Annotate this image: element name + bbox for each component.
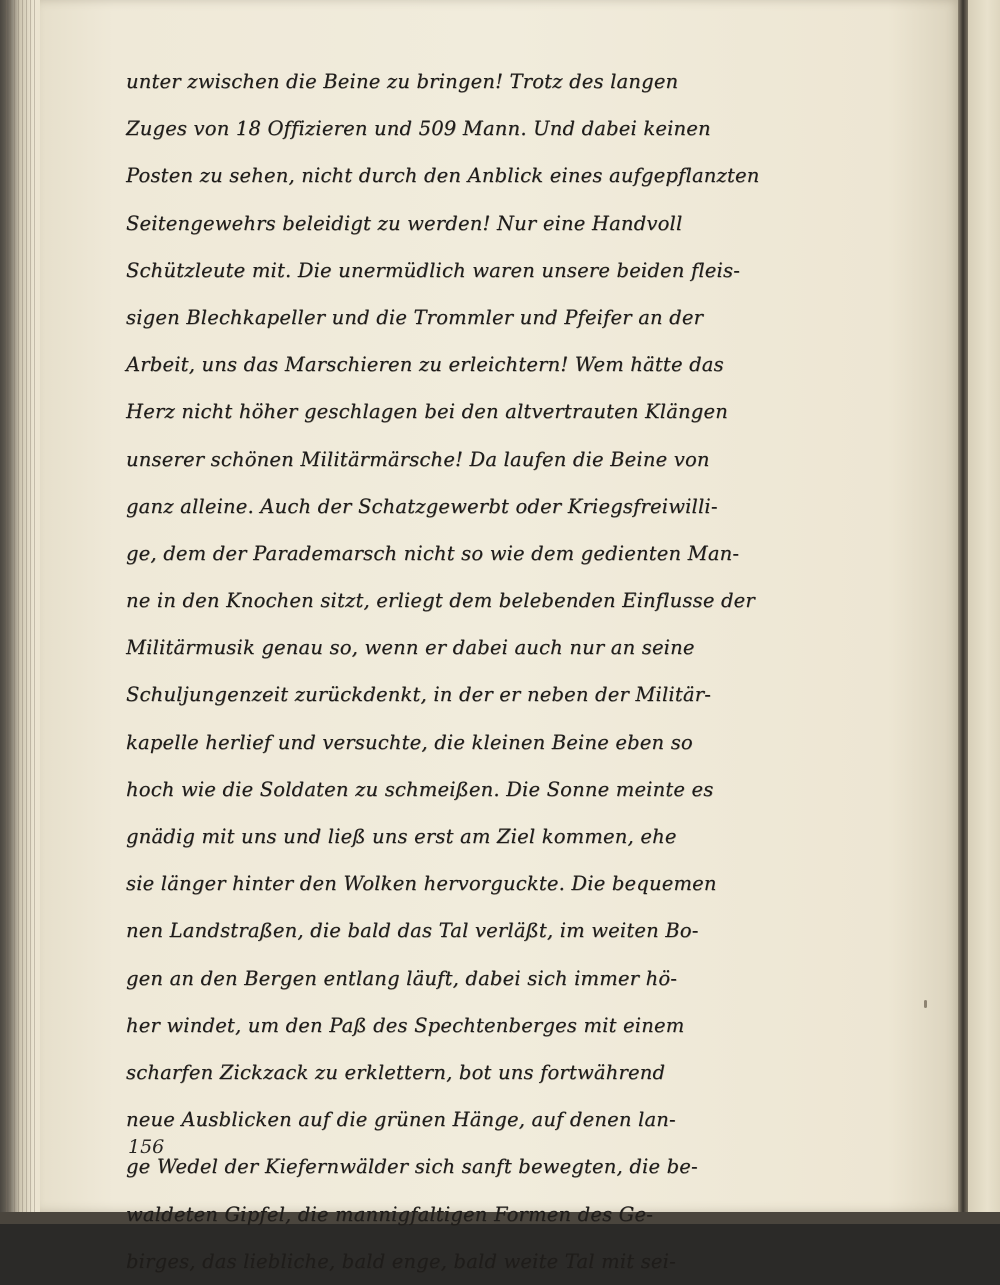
book-gutter xyxy=(958,0,968,1224)
page-stack-edges xyxy=(6,0,36,1224)
text-line: kapelle herlief und versuchte, die kleinen Beine eben so xyxy=(126,730,693,754)
paper-speck xyxy=(924,1000,927,1008)
text-line: her windet, um den Paß des Spechtenberges mit einem xyxy=(126,1013,685,1037)
handwritten-text-block xyxy=(126,58,896,1285)
text-line: sigen Blechkapeller und die Trommler und Pfeifer an der xyxy=(126,305,704,329)
text-line: Zuges von 18 Offizieren und 509 Mann. Und dabei keinen xyxy=(126,117,711,141)
text-line: Schuljungenzeit zurückdenkt, in der er neben der Militär- xyxy=(126,683,712,707)
text-line: waldeten Gipfel, die mannigfaltigen Formen des Ge- xyxy=(126,1202,653,1226)
text-line: Posten zu sehen, nicht durch den Anblick eines aufgepflanzten xyxy=(126,164,760,188)
text-line: ge Wedel der Kiefernwälder sich sanft bewegten, die be- xyxy=(126,1155,698,1179)
text-line: sie länger hinter den Wolken hervorguckte. Die bequemen xyxy=(126,872,717,896)
text-line: Herz nicht höher geschlagen bei den altvertrauten Klängen xyxy=(126,400,728,424)
text-line: Schützleute mit. Die unermüdlich waren unsere beiden fleis- xyxy=(126,258,740,282)
text-line: ne in den Knochen sitzt, erliegt dem belebenden Einflusse der xyxy=(126,589,755,613)
text-line: Militärmusik genau so, wenn er dabei auch nur an seine xyxy=(126,636,695,660)
right-page-edge xyxy=(968,0,1000,1224)
text-line: nen Landstraßen, die bald das Tal verläßt, im weiten Bo- xyxy=(126,919,699,943)
text-line: Arbeit, uns das Marschieren zu erleichtern! Wem hätte das xyxy=(126,353,724,377)
text-line: gnädig mit uns und ließ uns erst am Ziel kommen, ehe xyxy=(126,825,677,848)
text-line: Seitengewehrs beleidigt zu werden! Nur eine Handvoll xyxy=(126,211,683,235)
text-line: ge, dem der Parademarsch nicht so wie dem gedienten Man- xyxy=(126,541,740,565)
text-line: neue Ausblicken auf die grünen Hänge, auf denen lan- xyxy=(126,1108,676,1132)
text-line: scharfen Zickzack zu erklettern, bot uns fortwährend xyxy=(126,1060,666,1084)
text-line: unserer schönen Militärmärsche! Da laufen die Beine von xyxy=(126,447,710,471)
text-line: unter zwischen die Beine zu bringen! Trotz des langen xyxy=(126,70,679,93)
text-line: hoch wie die Soldaten zu schmeißen. Die Sonne meinte es xyxy=(126,777,714,801)
text-line: gen an den Bergen entlang läuft, dabei sich immer hö- xyxy=(126,966,678,990)
page-number: 156 xyxy=(128,1136,165,1158)
text-line: birges, das liebliche, bald enge, bald weite Tal mit sei- xyxy=(126,1249,676,1273)
text-line: ganz alleine. Auch der Schatzgewerbt oder Kriegsfreiwilli- xyxy=(126,494,718,518)
